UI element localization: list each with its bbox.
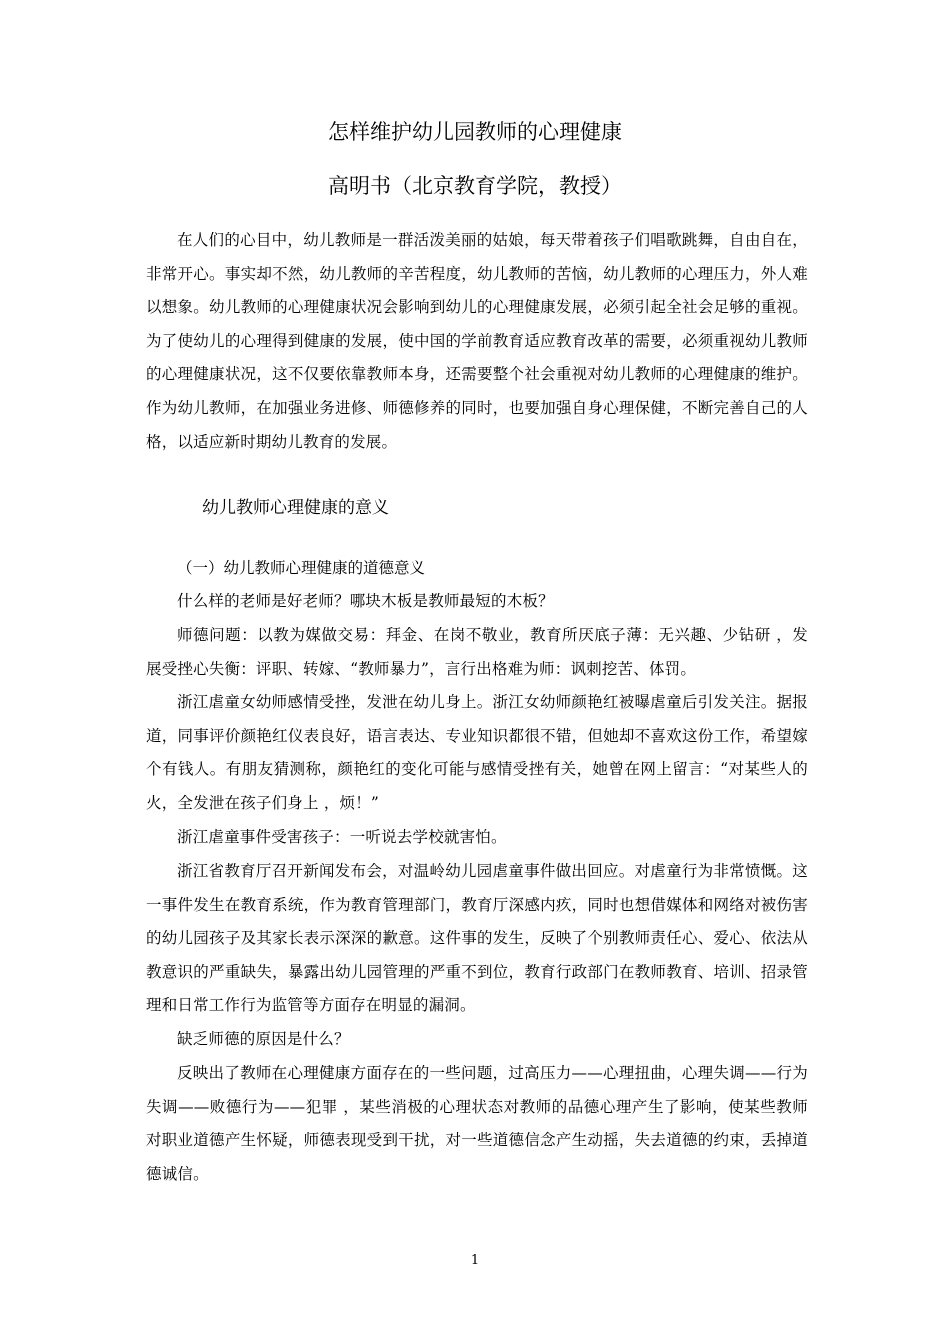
section-heading: 幼儿教师心理健康的意义 [202, 498, 389, 518]
body-paragraph: 浙江省教育厅召开新闻发布会，对温岭幼儿园虐童事件做出回应。对虐童行为非常愤慨。这一事件发生在教育系统，作为教育管理部门，教育厅深感内疚，同时也想借媒体和网络对被伤害的幼儿园孩子及其家长表示深深的歉意。这件事的发生，反映了个别教师责任心、爱心、依法从教意识的严重缺失，暴露出幼儿园管理的严重不到位，教育行政部门在教师教育、培训、招录管理和日常工作行为监管等方面存在明显的漏洞。 [146, 862, 808, 1015]
body-paragraph: 浙江虐童事件受害孩子：一听说去学校就害怕。 [177, 828, 507, 846]
body-paragraph: 什么样的老师是好老师？哪块木板是教师最短的木板？ [177, 592, 554, 610]
author-line: 高明书（北京教育学院，教授） [328, 174, 622, 198]
subsection-heading: （一）幼儿教师心理健康的道德意义 [177, 559, 426, 577]
body-paragraph: 浙江虐童女幼师感情受挫，发泄在幼儿身上。浙江女幼师颜艳红被曝虐童后引发关注。据报道，同事评价颜艳红仪表良好，语言表达、专业知识都很不错，但她却不喜欢这份工作，希望嫁个有钱人。有朋友猜测称，颜艳红的变化可能与感情受挫有关，她曾在网上留言：“对某些人的火，全发泄在孩子们身上 ，烦！” [146, 693, 808, 812]
body-paragraph: 师德问题：以教为媒做交易：拜金、在岗不敬业，教育所厌底子薄：无兴趣、少钻研 ，发展受挫心失衡：评职、转嫁、“教师暴力”，言行出格难为师：讽刺挖苦、体罚。 [146, 626, 808, 678]
document-title: 怎样维护幼儿园教师的心理健康 [328, 120, 622, 144]
intro-paragraph: 在人们的心目中，幼儿教师是一群活泼美丽的姑娘，每天带着孩子们唱歌跳舞，自由自在，非常开心。事实却不然，幼儿教师的辛苦程度，幼儿教师的苦恼，幼儿教师的心理压力，外人难以想象。幼儿教师的心理健康状况会影响到幼儿的心理健康发展，必须引起全社会足够的重视。为了使幼儿的心理得到健康的发展，使中国的学前教育适应教育改革的需要，必须重视幼儿教师的心理健康状况，这不仅要依靠教师本身，还需要整个社会重视对幼儿教师的心理健康的维护。作为幼儿教师，在加强业务进修、师德修养的同时，也要加强自身心理保健，不断完善自己的人格，以适应新时期幼儿教育的发展。 [146, 231, 808, 451]
body-paragraph: 缺乏师德的原因是什么？ [177, 1030, 350, 1048]
page-number: 1 [470, 1253, 480, 1268]
body-paragraph: 反映出了教师在心理健康方面存在的一些问题，过高压力——心理扭曲，心理失调——行为失调——败德行为——犯罪 ，某些消极的心理状态对教师的品德心理产生了影响，使某些教师对职业道德产生怀疑，师德表现受到干扰，对一些道德信念产生动摇，失去道德的约束，丢掉道德诚信。 [146, 1064, 808, 1183]
